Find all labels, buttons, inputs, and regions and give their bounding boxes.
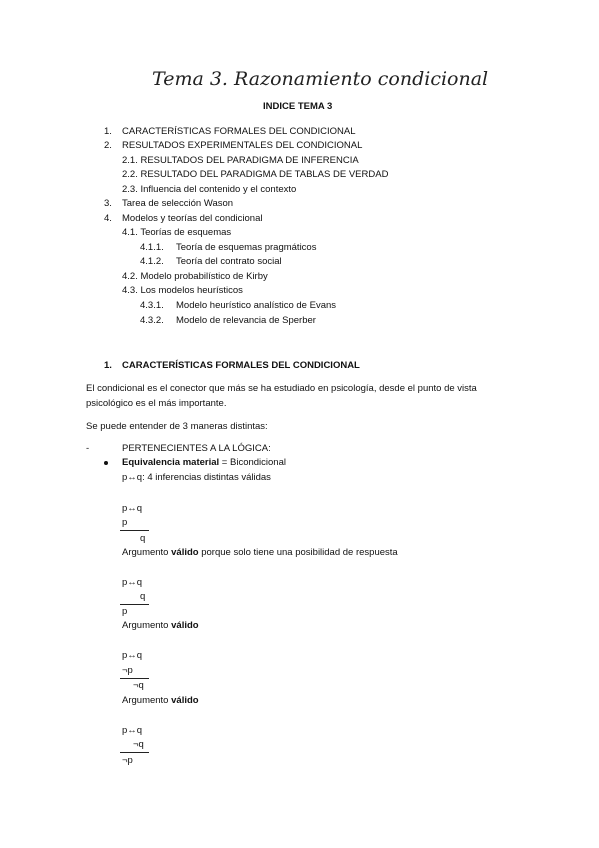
toc-item-4-3: 4.3. Los modelos heurísticos xyxy=(122,285,243,296)
toc-item-4-3-2: Modelo de relevancia de Sperber xyxy=(176,315,316,326)
toc-number: 4.3.2. xyxy=(140,315,164,326)
toc-number: 4.1.2. xyxy=(140,256,164,267)
result-verdict: válido xyxy=(171,620,199,631)
index-heading: INDICE TEMA 3 xyxy=(263,101,333,112)
section-number: 1. xyxy=(104,360,112,371)
minor-premise: q xyxy=(140,591,146,602)
paragraph-line: psicológico es el más importante. xyxy=(86,398,227,409)
result-verdict: válido xyxy=(171,695,199,706)
list-item: PERTENECIENTES A LA LÓGICA: xyxy=(122,443,271,454)
major-premise: p↔q xyxy=(122,650,143,661)
inference-line xyxy=(120,530,149,531)
bullet-item xyxy=(122,457,286,468)
minor-premise: ¬p xyxy=(122,665,133,676)
toc-item-4-1: 4.1. Teorías de esquemas xyxy=(122,227,232,238)
toc-item-2: RESULTADOS EXPERIMENTALES DEL CONDICIONAL xyxy=(122,140,363,151)
inference-line xyxy=(120,678,149,679)
toc-number: 2. xyxy=(104,140,112,151)
major-premise: p↔q xyxy=(122,503,143,514)
conclusion: ¬q xyxy=(133,680,144,691)
result-text: Argumento xyxy=(122,547,172,558)
toc-item-3: Tarea de selección Wason xyxy=(122,198,234,209)
toc-item-2-2: 2.2. RESULTADO DEL PARADIGMA DE TABLAS DE VERDAD xyxy=(122,169,389,180)
minor-premise: ¬q xyxy=(133,739,144,750)
dash-marker: - xyxy=(86,443,90,454)
minor-premise: p xyxy=(122,517,128,528)
toc-item-4-1-2: Teoría del contrato social xyxy=(176,256,282,267)
toc-number: 4.3.1. xyxy=(140,300,164,311)
bullet-icon xyxy=(104,461,108,465)
result-explanation: porque solo tiene una posibilidad de respuesta xyxy=(198,547,398,558)
toc-item-1: CARACTERÍSTICAS FORMALES DEL CONDICIONAL xyxy=(122,126,356,137)
conclusion: ¬p xyxy=(122,755,133,766)
toc-number: 4. xyxy=(104,213,112,224)
argument-result xyxy=(122,620,199,631)
toc-item-4-2: 4.2. Modelo probabilístico de Kirby xyxy=(122,271,268,282)
major-premise: p↔q xyxy=(122,577,143,588)
inference-line xyxy=(120,752,149,753)
result-verdict: válido xyxy=(171,547,199,558)
page-title: Tema 3. Razonamiento condicional xyxy=(152,68,489,90)
toc-number: 4.1.1. xyxy=(140,242,164,253)
bullet-term: Equivalencia material xyxy=(122,457,220,468)
section-heading: CARACTERÍSTICAS FORMALES DEL CONDICIONAL xyxy=(122,360,360,371)
toc-item-2-3: 2.3. Influencia del contenido y el contexto xyxy=(122,184,297,195)
conclusion: q xyxy=(140,533,146,544)
argument-result xyxy=(122,695,199,706)
paragraph-line: El condicional es el conector que más se ha estudiado en psicología, desde el punto de vista xyxy=(86,383,477,394)
toc-item-4: Modelos y teorías del condicional xyxy=(122,213,263,224)
bullet-definition: = Bicondicional xyxy=(219,457,286,468)
toc-item-4-1-1: Teoría de esquemas pragmáticos xyxy=(176,242,317,253)
conclusion: p xyxy=(122,606,128,617)
major-premise: p↔q xyxy=(122,725,143,736)
toc-number: 3. xyxy=(104,198,112,209)
result-text: Argumento xyxy=(122,620,172,631)
inference-line xyxy=(120,604,149,605)
toc-item-2-1: 2.1. RESULTADOS DEL PARADIGMA DE INFERENCIA xyxy=(122,155,359,166)
toc-number: 1. xyxy=(104,126,112,137)
toc-item-4-3-1: Modelo heurístico analístico de Evans xyxy=(176,300,337,311)
argument-result xyxy=(122,547,398,558)
sub-text: p↔q: 4 inferencias distintas válidas xyxy=(122,472,271,483)
result-text: Argumento xyxy=(122,695,172,706)
paragraph: Se puede entender de 3 maneras distintas: xyxy=(86,421,268,432)
